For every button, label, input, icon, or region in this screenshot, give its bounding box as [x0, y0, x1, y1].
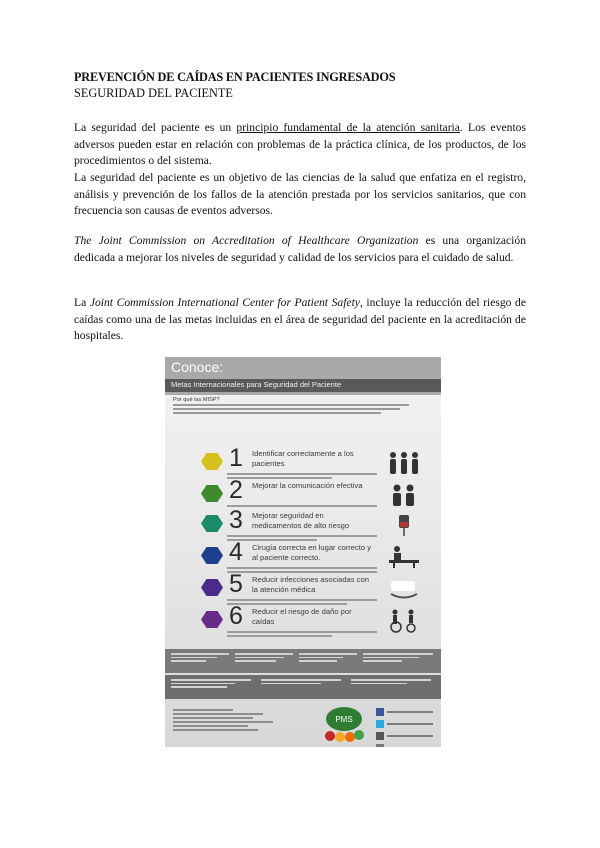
joint-commission-name: The Joint Commission on Accreditation of Healthcare Organization [74, 234, 419, 247]
goal-description [227, 505, 377, 509]
goal-number: 3 [229, 506, 243, 534]
wheelchair-icon [387, 609, 421, 633]
document-title: PREVENCIÓN DE CAÍDAS EN PACIENTES INGRESADOS [74, 70, 396, 84]
goal-label: Reducir infecciones asociadas con la atención médica [252, 575, 369, 594]
paragraph-4 [74, 295, 526, 345]
paragraph-1-text-end: . Los eventos adversos pueden estar en relación con problemas de la práctica clínica, de los productos, de los procedimientos o del sistema. [74, 121, 526, 167]
goal-number: 2 [229, 476, 243, 504]
goal-hexagon [201, 515, 223, 532]
poster-header [165, 357, 441, 395]
paragraph-1-text: La seguridad del paciente es un [74, 121, 237, 134]
paragraph-2: La seguridad del paciente es un objetivo de las ciencias de la salud que enfatiza en el registro, análisis y prevención de los fallos de la atención prestada por los servicios sanitarios, que con frecuencia son causas de eventos adversos. [74, 171, 526, 217]
poster-subtitle: Metas Internacionales para Seguridad del Paciente [171, 380, 342, 389]
logo-text: PMS [335, 715, 353, 724]
poster-info-bar-top [165, 649, 441, 673]
goal-hexagon [201, 547, 223, 564]
goal-number: 1 [229, 444, 243, 472]
principle-link[interactable]: principio fundamental de la atención sanitaria [236, 121, 460, 134]
goal-number: 6 [229, 602, 243, 630]
goal-description [227, 473, 377, 481]
safety-goals-poster [165, 357, 441, 747]
poster-info-bar-bottom [165, 675, 441, 699]
paragraph-4-text-start: La [74, 296, 90, 309]
poster-intro-heading: Por qué las MISP? [173, 397, 220, 403]
paragraph-4-text: , incluye la reducción del riesgo de caídas como una de las metas incluidas en el área de seguridad del paciente en la acreditación de hospitales. [74, 296, 526, 342]
communication-icon [387, 483, 421, 507]
goal-description [227, 599, 377, 607]
pms-logo [321, 703, 367, 743]
poster-title: Conoce: [171, 359, 224, 375]
paragraph-3-text: es una organización dedicada a mejorar los niveles de seguridad y calidad de los servicios para el cuidado de salud. [74, 234, 526, 264]
goal-description [227, 567, 377, 575]
goal-label: Reducir el riesgo de daño por caídas [252, 607, 352, 626]
paragraph-1 [74, 120, 526, 170]
goal-label: Cirugía correcta en lugar correcto y al paciente correcto. [252, 543, 372, 562]
document-subtitle: SEGURIDAD DEL PACIENTE [74, 86, 233, 100]
iv-bag-icon [387, 513, 421, 537]
twitter-icon [376, 720, 384, 728]
goal-description [227, 535, 377, 543]
goal-hexagon [201, 579, 223, 596]
poster-subtitle-bar [165, 379, 441, 392]
goal-number: 4 [229, 538, 243, 566]
goal-label: Identificar correctamente a los pacientes [252, 449, 354, 468]
goal-description [227, 631, 377, 639]
goal-6 [165, 602, 441, 645]
handwash-icon [387, 577, 421, 601]
goal-label: Mejorar la comunicación efectiva [252, 481, 363, 490]
poster-intro-text [173, 404, 409, 417]
facebook-icon [376, 708, 384, 716]
surgery-icon [387, 545, 421, 569]
web-icon [376, 732, 384, 740]
goal-hexagon [201, 611, 223, 628]
goal-hexagon [201, 453, 223, 470]
poster-footnotes [173, 709, 273, 734]
email-icon [376, 744, 384, 747]
goal-number: 5 [229, 570, 243, 598]
people-icon [387, 451, 421, 475]
jci-center-name: Joint Commission International Center for Patient Safety [89, 296, 360, 309]
goal-label: Mejorar seguridad en medicamentos de alto riesgo [252, 511, 350, 530]
goal-hexagon [201, 485, 223, 502]
paragraph-3 [74, 233, 526, 266]
